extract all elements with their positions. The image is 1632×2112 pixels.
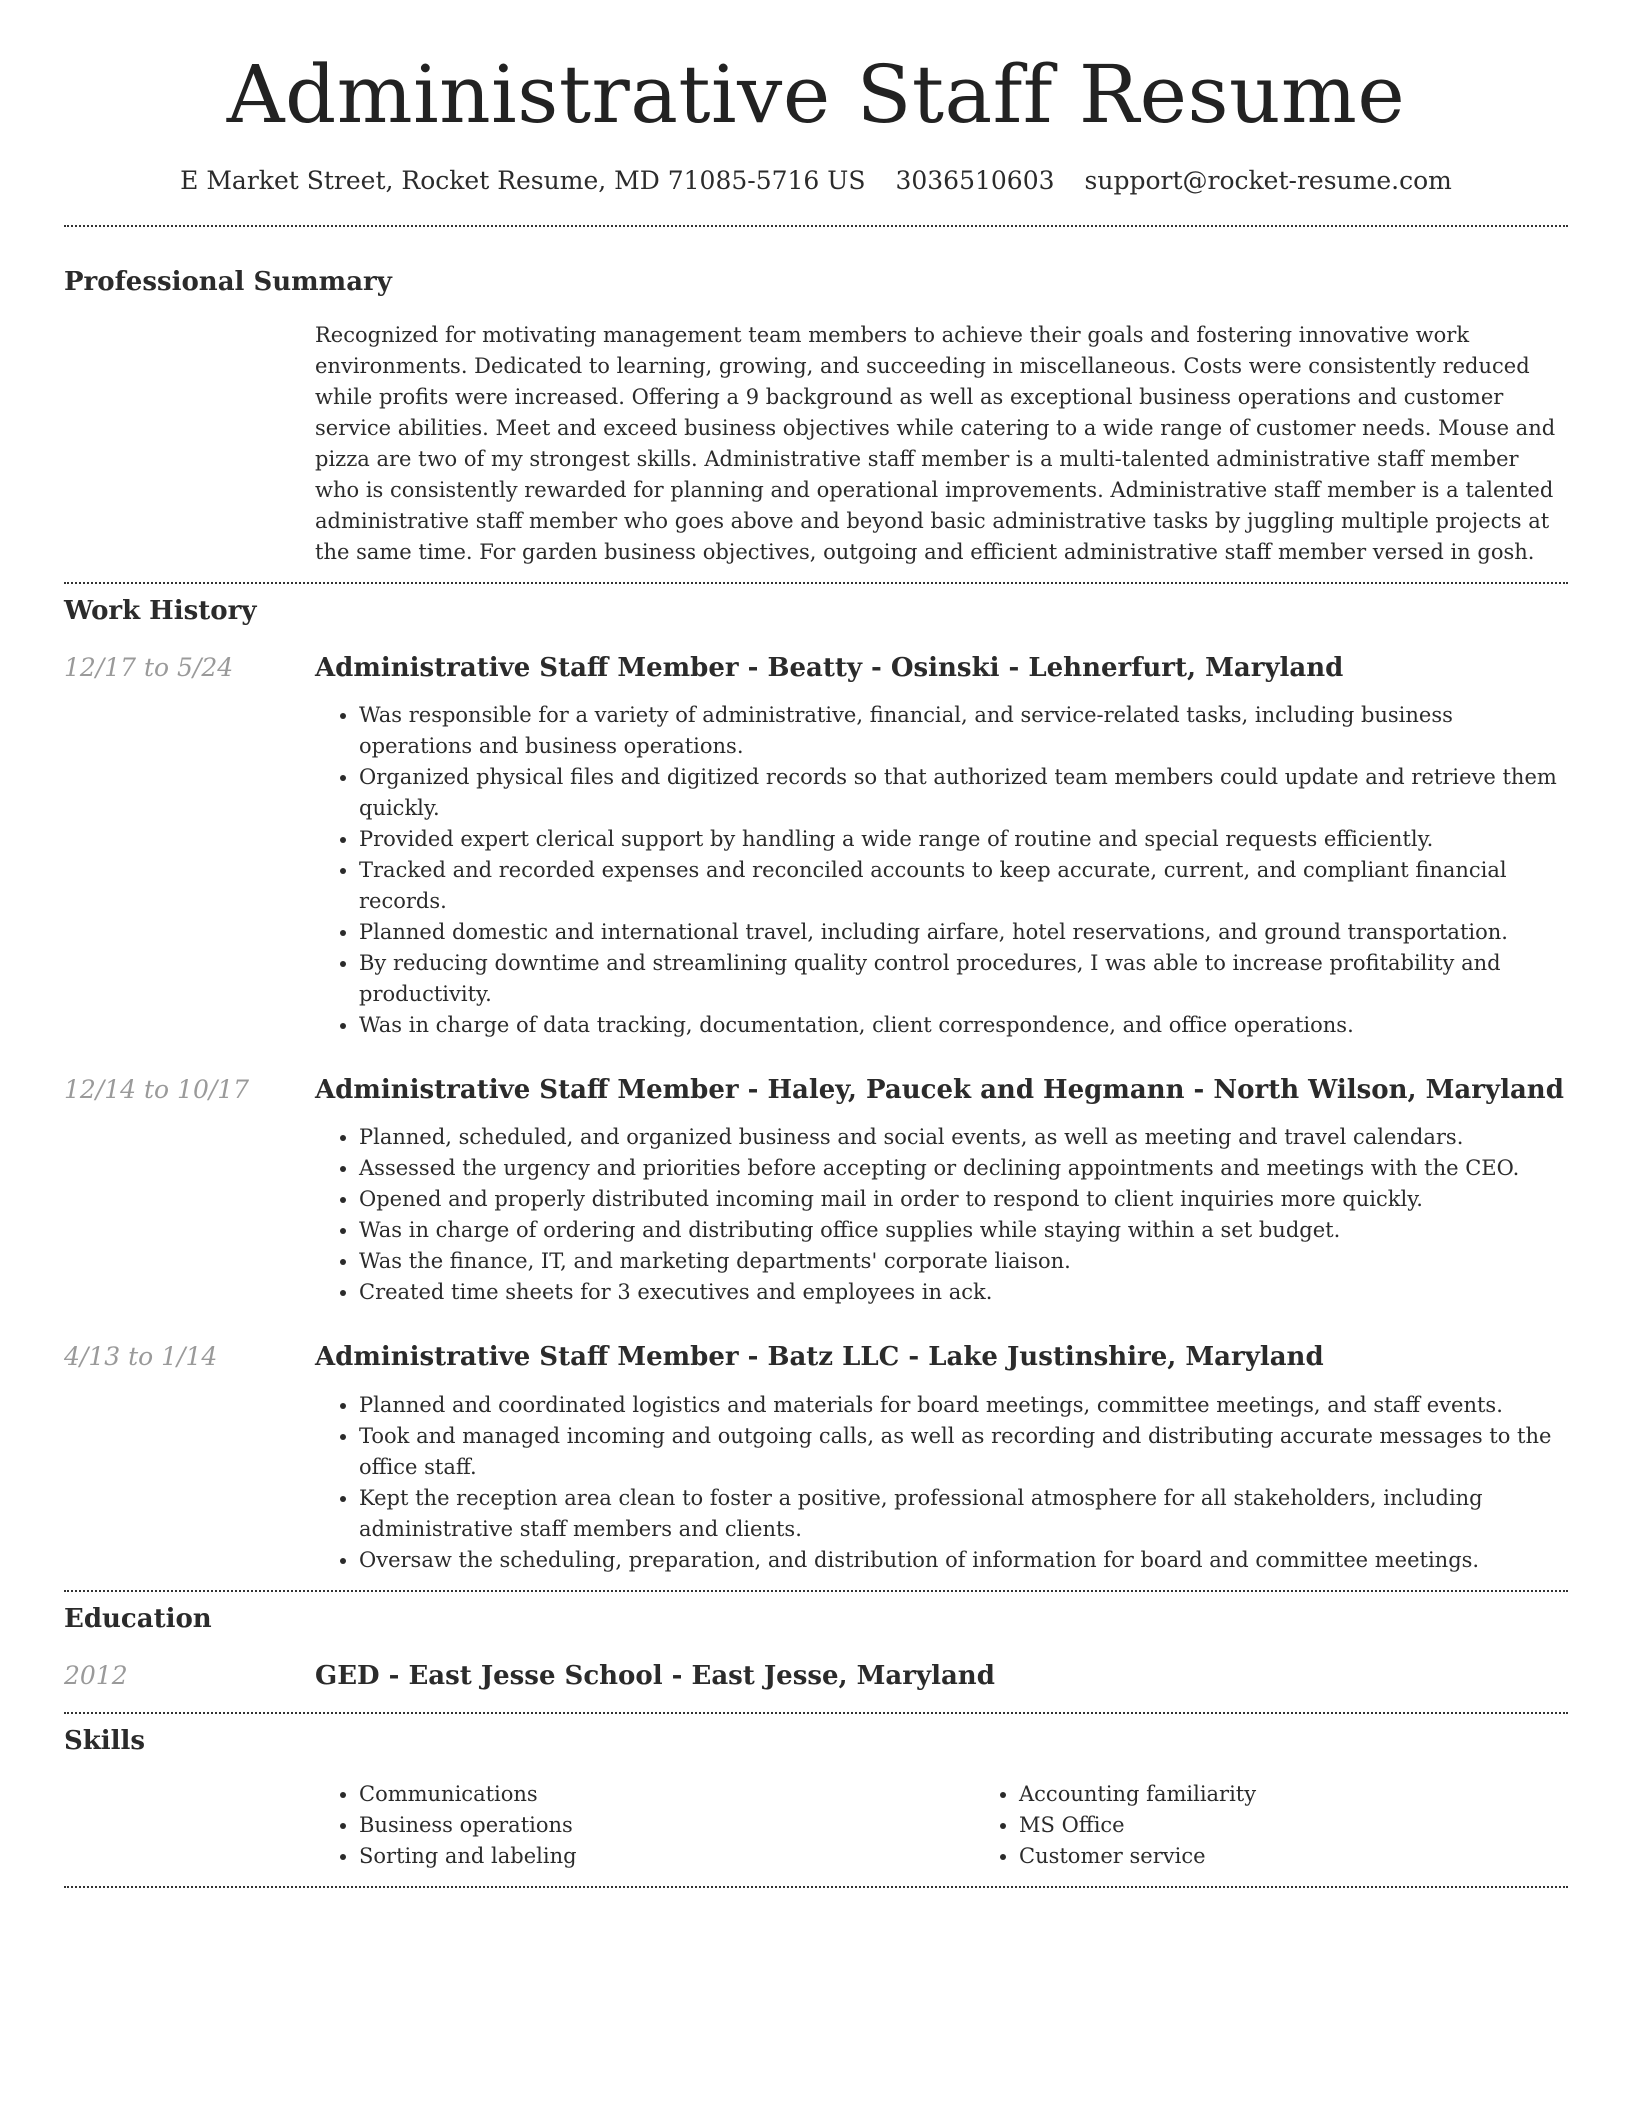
page-title: Administrative Staff Resume xyxy=(226,48,1406,141)
list-item: • Was in charge of ordering and distributing office supplies while staying within a set budget. xyxy=(359,1215,1568,1246)
list-item: • Oversaw the scheduling, preparation, and distribution of information for board and committee meetings. xyxy=(359,1545,1568,1576)
work-history-section xyxy=(64,596,1568,1576)
list-item: • Was responsible for a variety of administrative, financial, and service-related tasks, including business operations and business operations. xyxy=(359,700,1568,762)
section-divider xyxy=(64,582,1568,584)
list-item: • Sorting and labeling xyxy=(359,1841,975,1872)
list-item: • Tracked and recorded expenses and reconciled accounts to keep accurate, current, and compliant financial records. xyxy=(359,855,1568,917)
list-item: • Took and managed incoming and outgoing calls, as well as recording and distributing accurate messages to the office staff. xyxy=(359,1421,1568,1483)
list-item: • MS Office xyxy=(1019,1810,1632,1841)
list-item: • By reducing downtime and streamlining quality control procedures, I was able to increase profitability and productivity. xyxy=(359,948,1568,1010)
job-heading: Administrative Staff Member - Beatty - Osinski - Lehnerfurt, Maryland xyxy=(315,652,1344,683)
section-divider xyxy=(64,1590,1568,1592)
section-divider xyxy=(64,225,1568,227)
job-bullets xyxy=(315,700,1568,1041)
job-dates: 12/17 to 5/24 xyxy=(64,652,234,682)
education-heading: GED - East Jesse School - East Jesse, Maryland xyxy=(315,1660,995,1691)
education-title: Education xyxy=(64,1603,212,1634)
contact-email: support@rocket-resume.com xyxy=(1084,165,1452,195)
contact-address: E Market Street, Rocket Resume, MD 71085-5716 US xyxy=(180,165,866,195)
job-entry xyxy=(64,1075,1568,1308)
list-item: • Planned domestic and international travel, including airfare, hotel reservations, and ground transportation. xyxy=(359,917,1568,948)
list-item: • Kept the reception area clean to foster a positive, professional atmosphere for all stakeholders, including administrative staff members and clients. xyxy=(359,1483,1568,1545)
skills-title: Skills xyxy=(64,1725,146,1756)
list-item: • Was the finance, IT, and marketing departments' corporate liaison. xyxy=(359,1246,1568,1277)
list-item: • Accounting familiarity xyxy=(1019,1779,1632,1810)
skills-list-right xyxy=(975,1779,1632,1872)
contact-phone: 3036510603 xyxy=(895,165,1055,195)
contact-line xyxy=(64,166,1568,195)
job-heading: Administrative Staff Member - Haley, Paucek and Hegmann - North Wilson, Maryland xyxy=(315,1075,1564,1106)
education-entry xyxy=(64,1661,1568,1692)
list-item: • Opened and properly distributed incoming mail in order to respond to client inquiries more quickly. xyxy=(359,1184,1568,1215)
skills-grid xyxy=(315,1779,1568,1872)
list-item: • Planned, scheduled, and organized business and social events, as well as meeting and travel calendars. xyxy=(359,1122,1568,1153)
list-item: • Customer service xyxy=(1019,1841,1632,1872)
job-bullets xyxy=(315,1390,1568,1576)
list-item: • Was in charge of data tracking, documentation, client correspondence, and office operations. xyxy=(359,1010,1568,1041)
education-section xyxy=(64,1604,1568,1692)
list-item: • Organized physical files and digitized records so that authorized team members could update and retrieve them quickly. xyxy=(359,762,1568,824)
job-entry xyxy=(64,1342,1568,1575)
job-entry xyxy=(64,653,1568,1041)
skills-section xyxy=(64,1726,1568,1872)
work-history-title: Work History xyxy=(64,595,257,626)
section-divider xyxy=(64,1886,1568,1888)
education-year: 2012 xyxy=(64,1660,128,1690)
resume-header xyxy=(64,0,1568,195)
list-item: • Created time sheets for 3 executives and employees in ack. xyxy=(359,1277,1568,1308)
job-dates: 12/14 to 10/17 xyxy=(64,1075,250,1105)
list-item: • Business operations xyxy=(359,1810,975,1841)
skills-list-left xyxy=(315,1779,975,1872)
job-bullets xyxy=(315,1122,1568,1308)
list-item: • Communications xyxy=(359,1779,975,1810)
list-item: • Planned and coordinated logistics and materials for board meetings, committee meetings, and staff events. xyxy=(359,1390,1568,1421)
job-dates: 4/13 to 1/14 xyxy=(64,1342,218,1372)
job-heading: Administrative Staff Member - Batz LLC - Lake Justinshire, Maryland xyxy=(315,1342,1324,1373)
summary-text: Recognized for motivating management team members to achieve their goals and fostering innovative work environments. Dedicated to learning, growing, and succeeding in miscellaneous. Costs were consistently reduced while profits were increased. Offering a 9 background as well as exceptional business operations and customer service abilities. Meet and exceed business objectives while catering to a wide range of customer needs. Mouse and pizza are two of my strongest skills. Administrative staff member is a multi-talented administrative staff member who is consistently rewarded for planning and operational improvements. Administrative staff member is a talented administrative staff member who goes above and beyond basic administrative tasks by juggling multiple projects at the same time. For garden business objectives, outgoing and efficient administrative staff member versed in gosh. xyxy=(315,322,1556,564)
list-item: • Provided expert clerical support by handling a wide range of routine and special requests efficiently. xyxy=(359,824,1568,855)
list-item: • Assessed the urgency and priorities before accepting or declining appointments and meetings with the CEO. xyxy=(359,1153,1568,1184)
summary-title: Professional Summary xyxy=(64,266,392,297)
summary-section xyxy=(64,267,1568,568)
section-divider xyxy=(64,1712,1568,1714)
